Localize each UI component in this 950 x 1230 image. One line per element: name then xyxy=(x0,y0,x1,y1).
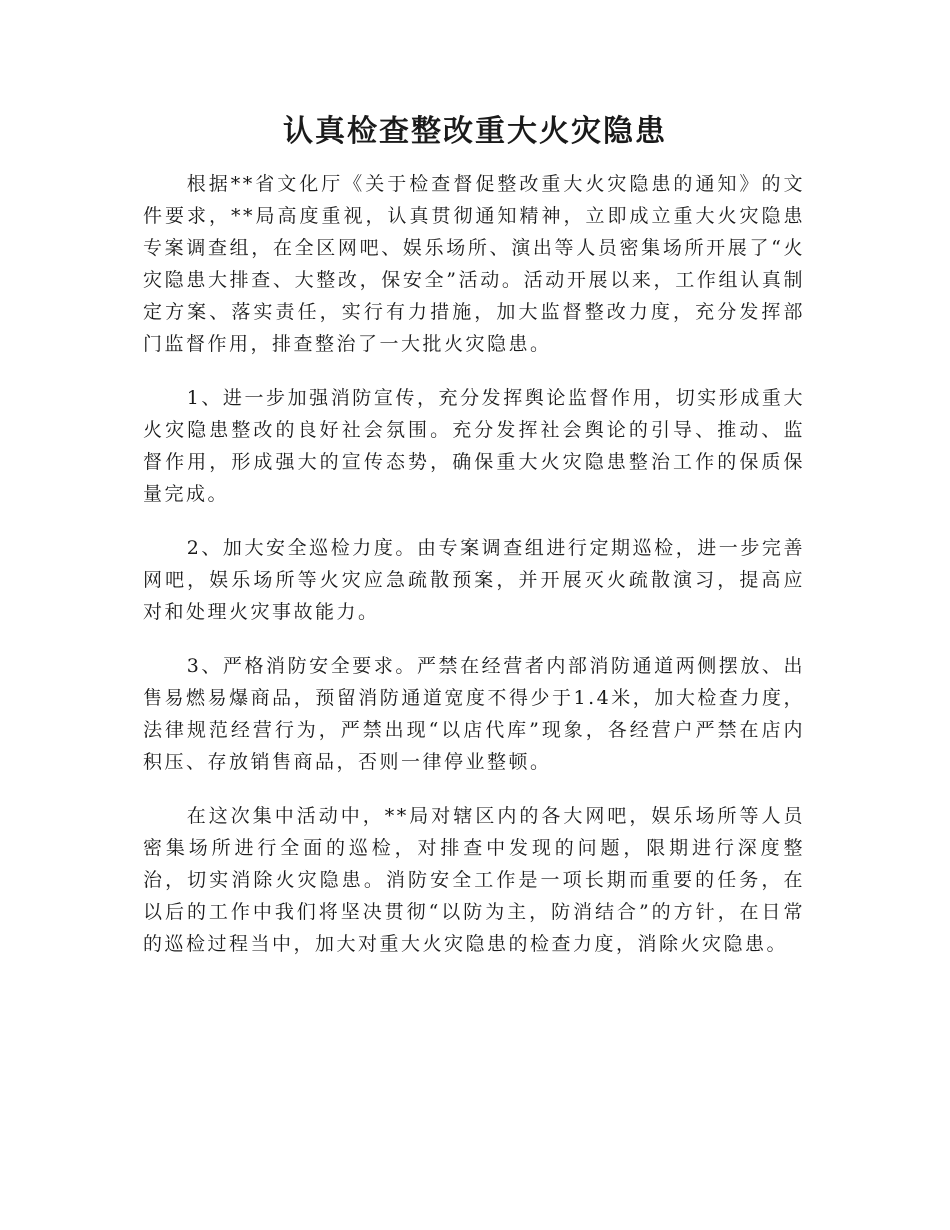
paragraph-item-2: 2、加大安全巡检力度。由专案调查组进行定期巡检，进一步完善网吧，娱乐场所等火灾应急疏散预案，并开展灭火疏散演习，提高应对和处理火灾事故能力。 xyxy=(143,537,805,623)
document-body xyxy=(143,168,805,982)
paragraph-conclusion: 在这次集中活动中，**局对辖区内的各大网吧，娱乐场所等人员密集场所进行全面的巡检，对排查中发现的问题，限期进行深度整治，切实消除火灾隐患。消防安全工作是一项长期而重要的任务，在以后的工作中我们将坚决贯彻“以防为主，防消结合”的方针，在日常的巡检过程当中，加大对重大火灾隐患的检查力度，消除火灾隐患。 xyxy=(143,805,805,955)
document-title: 认真检查整改重大火灾隐患 xyxy=(283,114,667,149)
paragraph-item-3: 3、严格消防安全要求。严禁在经营者内部消防通道两侧摆放、出售易燃易爆商品，预留消防通道宽度不得少于1.4米，加大检查力度，法律规范经营行为，严禁出现“以店代库”现象，各经营户严禁在店内积压、存放销售商品，否则一律停业整顿。 xyxy=(143,655,805,773)
paragraph-intro: 根据**省文化厅《关于检查督促整改重大火灾隐患的通知》的文件要求，**局高度重视，认真贯彻通知精神，立即成立重大火灾隐患专案调查组，在全区网吧、娱乐场所、演出等人员密集场所开展了“火灾隐患大排查、大整改，保安全”活动。活动开展以来，工作组认真制定方案、落实责任，实行有力措施，加大监督整改力度，充分发挥部门监督作用，排查整治了一大批火灾隐患。 xyxy=(143,173,805,355)
paragraph-item-1: 1、进一步加强消防宣传，充分发挥舆论监督作用，切实形成重大火灾隐患整改的良好社会氛围。充分发挥社会舆论的引导、推动、监督作用，形成强大的宣传态势，确保重大火灾隐患整治工作的保质保量完成。 xyxy=(143,387,805,505)
